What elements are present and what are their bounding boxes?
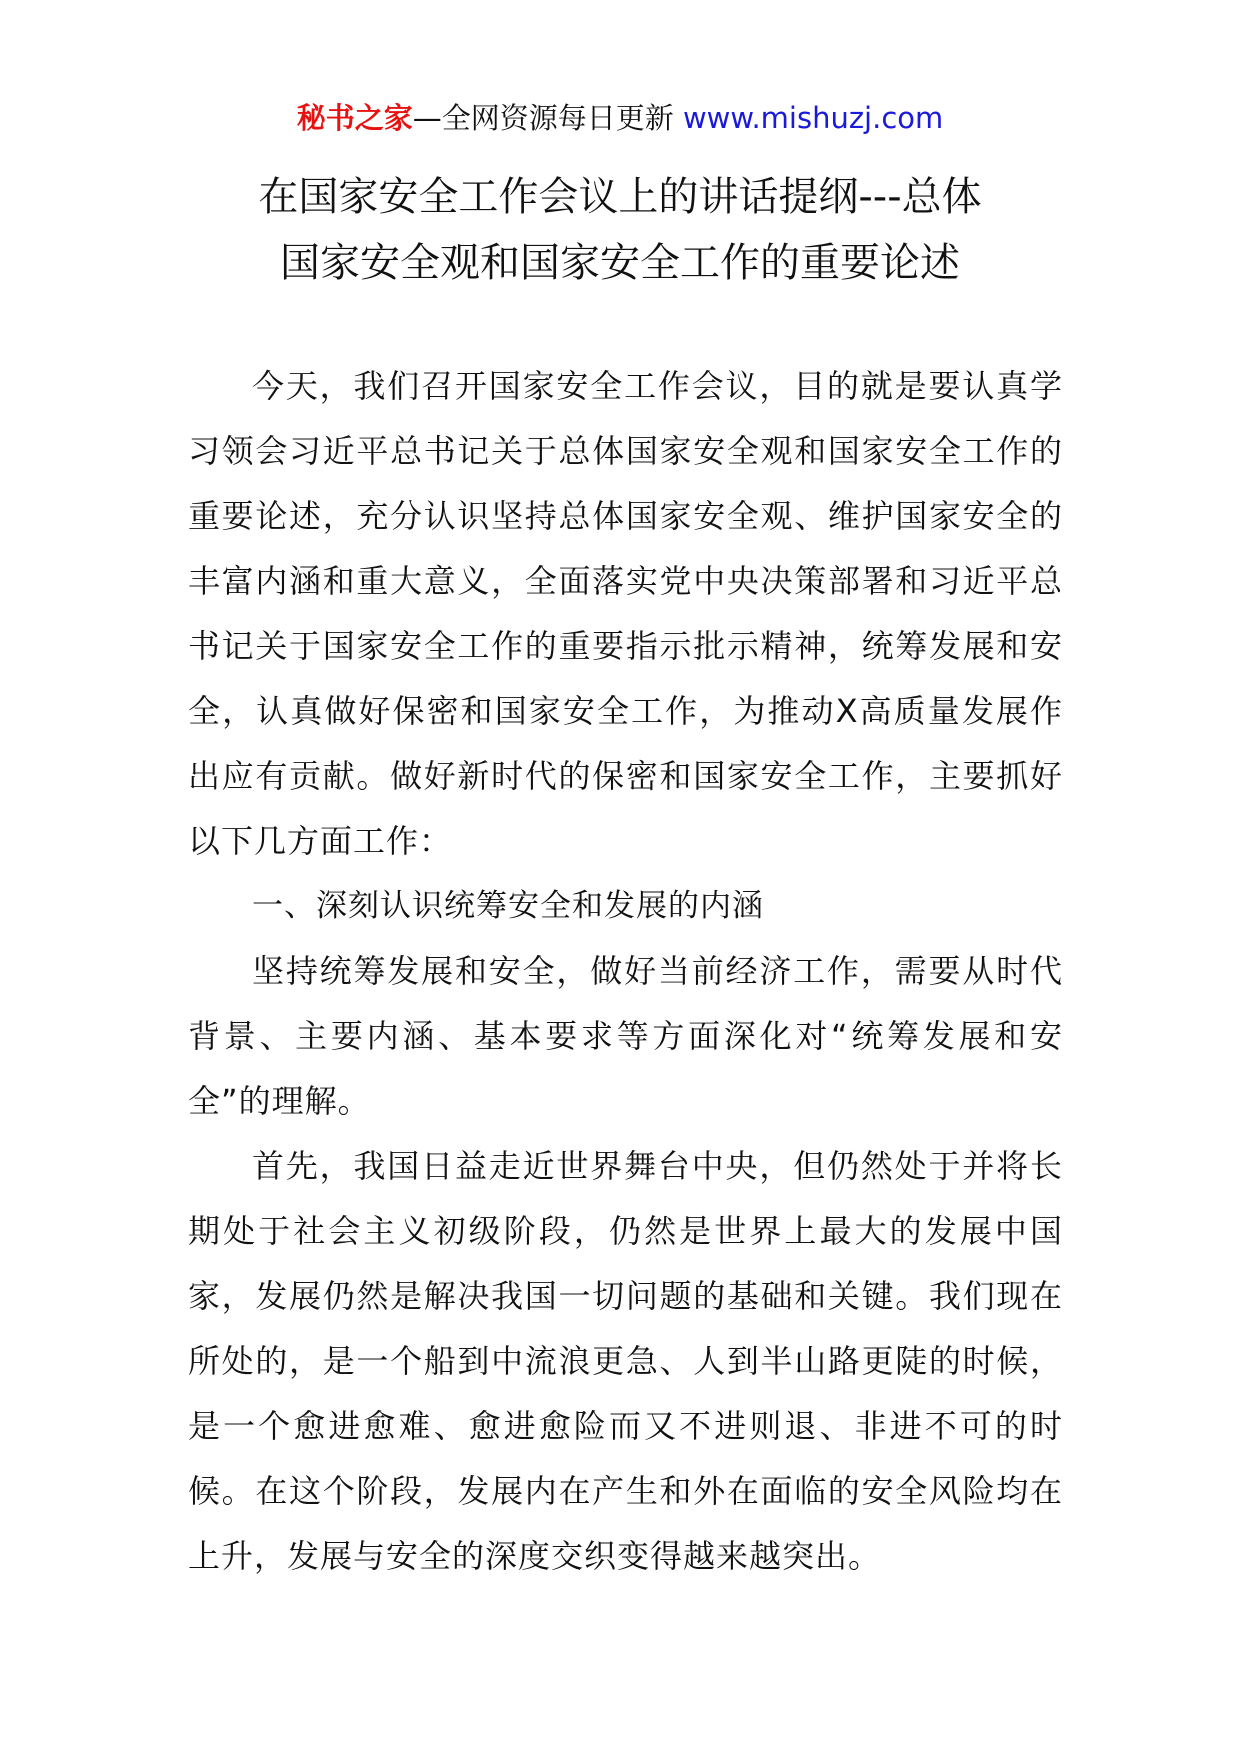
paragraph-section-1-intro: 坚持统筹发展和安全，做好当前经济工作，需要从时代背景、主要内涵、基本要求等方面深化对“统筹发展和安全”的理解。 bbox=[188, 952, 1063, 1120]
paragraph-intro: 今天，我们召开国家安全工作会议，目的就是要认真学习领会习近平总书记关于总体国家安全观和国家安全工作的重要论述，充分认识坚持总体国家安全观、维护国家安全的丰富内涵和重大意义，全面落实党中央决策部署和习近平总书记关于国家安全工作的重要指示批示精神，统筹发展和安全，认真做好保密和国家安全工作，为推动X高质量发展作出应有贡献。做好新时代的保密和国家安全工作，主要抓好以下几方面工作： bbox=[188, 367, 1063, 860]
site-tagline: —全网资源每日更新 bbox=[412, 101, 674, 135]
document-body bbox=[188, 354, 1063, 1589]
document-title-line-1: 在国家安全工作会议上的讲话提纲---总体 bbox=[258, 174, 982, 220]
section-heading-1: 一、深刻认识统筹安全和发展的内涵 bbox=[252, 888, 764, 924]
site-url-link[interactable]: www.mishuzj.com bbox=[682, 101, 944, 135]
site-name: 秘书之家 bbox=[296, 101, 413, 135]
document-title-line-2: 国家安全观和国家安全工作的重要论述 bbox=[280, 240, 960, 286]
paragraph-first-point: 首先，我国日益走近世界舞台中央，但仍然处于并将长期处于社会主义初级阶段，仍然是世界上最大的发展中国家，发展仍然是解决我国一切问题的基础和关键。我们现在所处的，是一个船到中流浪更急、人到半山路更陡的时候，是一个愈进愈难、愈进愈险而又不进则退、非进不可的时候。在这个阶段，发展内在产生和外在面临的安全风险均在上升，发展与安全的深度交织变得越来越突出。 bbox=[188, 1147, 1063, 1575]
site-header bbox=[0, 98, 1240, 138]
document-title bbox=[150, 164, 1090, 296]
